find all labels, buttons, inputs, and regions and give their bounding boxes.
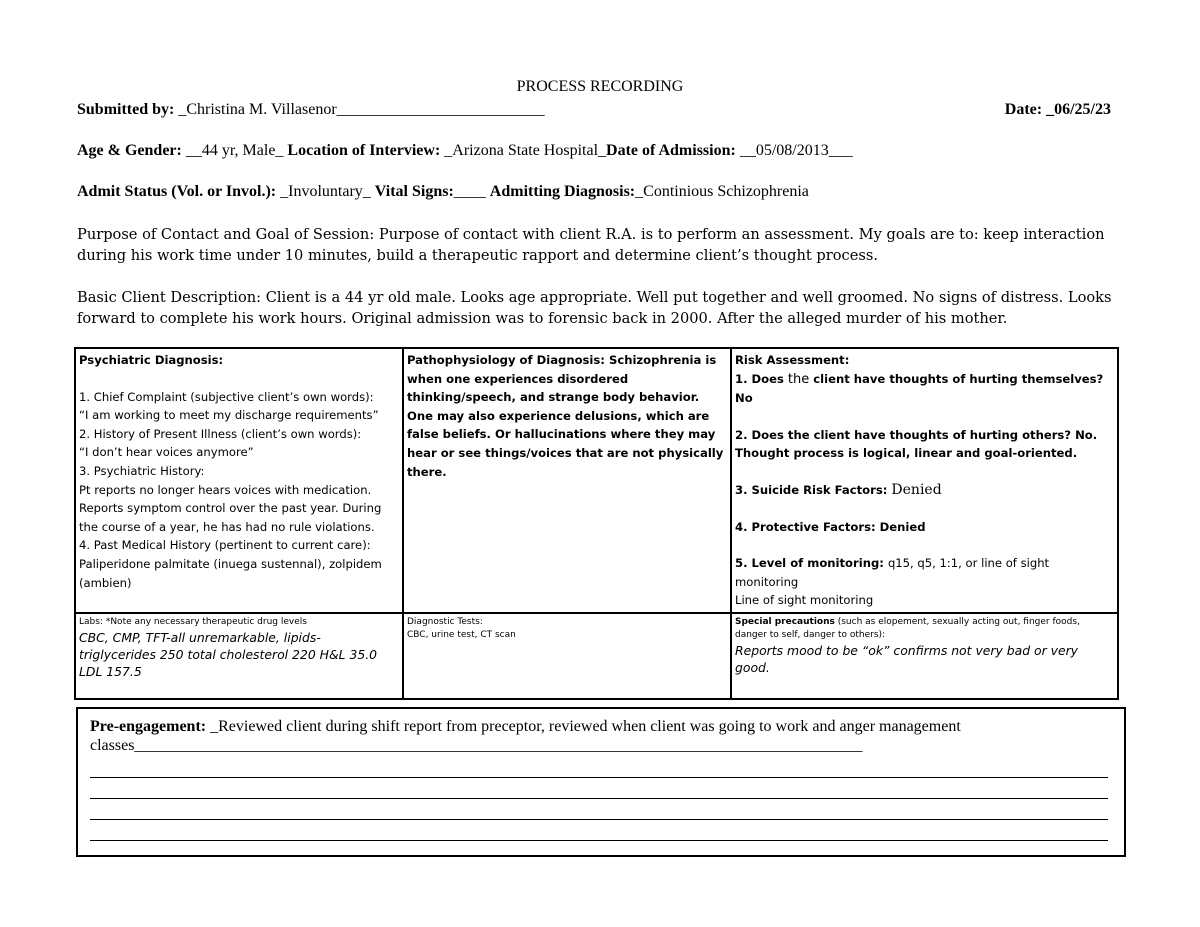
- age-gender-value: __44 yr, Male_: [185, 142, 284, 159]
- location-value: _Arizona State Hospital_: [444, 142, 607, 159]
- diagnostic-tests-label: Diagnostic Tests:: [407, 616, 483, 627]
- blank-line: [90, 798, 1108, 799]
- assessment-table: [74, 347, 1119, 700]
- blank-line: [90, 819, 1108, 820]
- psychiatric-diagnosis-heading: Psychiatric Diagnosis:: [79, 353, 224, 367]
- special-precautions-cell: [731, 613, 1118, 699]
- history-value: “I don’t hear voices anymore”: [79, 445, 254, 460]
- description-label: Basic Client Description:: [77, 289, 262, 306]
- submitted-by-value: _Christina M. Villasenor__________________________: [178, 101, 545, 118]
- date-label: Date:: [1004, 101, 1043, 118]
- submitted-by-label: Submitted by:: [77, 101, 175, 118]
- psychiatric-history-value: Pt reports no longer hears voices with medication. Reports symptom control over the past year. During the course of a year, he has had no rule violations.: [79, 482, 382, 534]
- risk-q5: 5. Level of monitoring: q15, q5, 1:1, or line of sight monitoring: [735, 556, 1050, 589]
- risk-q5-value: Line of sight monitoring: [735, 593, 874, 608]
- labs-label: Labs: *Note any necessary therapeutic drug levels: [79, 616, 307, 627]
- medical-history-label: 4. Past Medical History (pertinent to current care):: [79, 538, 371, 553]
- location-label: Location of Interview:: [287, 142, 441, 159]
- purpose-label: Purpose of Contact and Goal of Session:: [77, 226, 375, 243]
- risk-q4: 4. Protective Factors: Denied: [735, 519, 926, 534]
- special-precautions-value: Reports mood to be “ok” confirms not very bad or very good.: [735, 642, 1079, 675]
- admit-status-row: [77, 183, 809, 201]
- pathophysiology-text: Pathophysiology of Diagnosis: Schizophrenia is when one experiences disordered thinking/speech, and strange body behavior. One may also experience delusions, which are false beliefs. Or hallucinations where they may hear or see things/voices that are not physically there.: [407, 353, 724, 479]
- chief-complaint-label: 1. Chief Complaint (subjective client’s own words):: [79, 389, 374, 404]
- blank-line: [90, 777, 1108, 778]
- psychiatric-diagnosis-cell: [75, 348, 403, 613]
- date-field: [1005, 101, 1111, 119]
- risk-q3: 3. Suicide Risk Factors: Denied: [735, 481, 942, 498]
- description-text: Client is a 44 yr old male. Looks age appropriate. Well put together and well groomed. No signs of distress. Looks forward to complete his work hours. Original admission was to forensic back in 2000. After the alleged murder of his mother.: [77, 289, 1112, 327]
- diagnostic-tests-cell: [403, 613, 731, 699]
- special-precautions-label: Special precautions (such as elopement, sexually acting out, finger foods, danger to self, danger to others):: [735, 616, 1080, 640]
- pre-engagement-value: _Reviewed client during shift report from preceptor, reviewed when client was going to work and anger management classes___________________________________________________________________________________________: [90, 718, 961, 754]
- pre-engagement-text: [90, 717, 1110, 755]
- blank-line: [90, 840, 1108, 841]
- psychiatric-history-label: 3. Psychiatric History:: [79, 463, 205, 478]
- page-title: PROCESS RECORDING: [516, 78, 684, 95]
- vital-signs-label: Vital Signs:: [374, 183, 454, 200]
- pre-engagement-label: Pre-engagement:: [90, 718, 207, 735]
- purpose-paragraph: [77, 224, 1117, 266]
- description-paragraph: [77, 287, 1117, 329]
- demographics-row: [77, 142, 853, 160]
- admit-status-value: _Involuntary_: [280, 183, 371, 200]
- admission-date-value: __05/08/2013___: [739, 142, 853, 159]
- admitting-diagnosis-value: _Continious Schizophrenia: [635, 183, 809, 200]
- risk-heading: Risk Assessment:: [735, 353, 850, 367]
- admitting-diagnosis-label: Admitting Diagnosis:: [489, 183, 636, 200]
- age-gender-label: Age & Gender:: [77, 142, 182, 159]
- risk-q2: 2. Does the client have thoughts of hurting others? No. Thought process is logical, linear and goal-oriented.: [735, 427, 1098, 461]
- pathophysiology-cell: [403, 348, 731, 613]
- risk-assessment-cell: [731, 348, 1118, 613]
- admission-date-label: Date of Admission:: [606, 142, 736, 159]
- labs-cell: [75, 613, 403, 699]
- pre-engagement-box: [76, 707, 1126, 857]
- medical-history-value: Paliperidone palmitate (inuega sustennal), zolpidem (ambien): [79, 556, 382, 590]
- chief-complaint-value: “I am working to meet my discharge requirements”: [79, 408, 379, 423]
- diagnostic-tests-value: CBC, urine test, CT scan: [407, 629, 516, 640]
- labs-value: CBC, CMP, TFT-all unremarkable, lipids- triglycerides 250 total cholesterol 220 H&L 35.0 LDL 157.5: [79, 629, 378, 679]
- admit-status-label: Admit Status (Vol. or Invol.):: [77, 183, 277, 200]
- purpose-text: Purpose of contact with client R.A. is to perform an assessment. My goals are to: keep interaction during his work time under 10 minutes, build a therapeutic rapport and determine client’s thought process.: [77, 226, 1105, 264]
- risk-q1: 1. Does the client have thoughts of hurting themselves? No: [735, 371, 1104, 406]
- vital-signs-value: ____: [453, 183, 486, 200]
- history-label: 2. History of Present Illness (client’s own words):: [79, 426, 362, 441]
- date-value: _06/25/23: [1046, 101, 1111, 118]
- submitted-by-field: [77, 101, 545, 119]
